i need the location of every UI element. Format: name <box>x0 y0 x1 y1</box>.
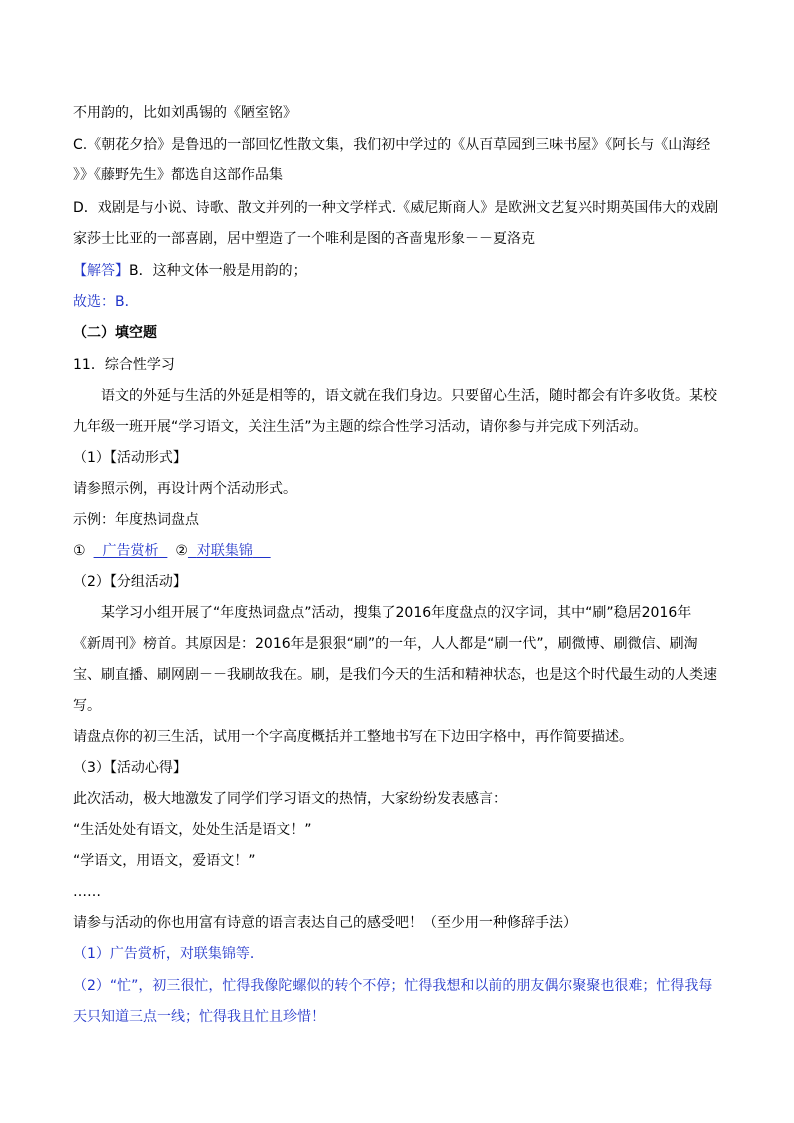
answer-blank-2: 对联集锦 <box>196 543 253 559</box>
option-d-line-1: D．戏剧是与小说、诗歌、散文并列的一种文学样式.《威尼斯商人》是欧洲文艺复兴时期英国伟大的戏剧 <box>73 200 719 216</box>
text-line-1: 不用韵的，比如刘禹锡的《陋室铭》 <box>73 105 297 121</box>
quote-1: “生活处处有语文，处处生活是语文！” <box>73 822 312 838</box>
group-activity-heading: （2）【分组活动】 <box>73 574 187 590</box>
activity-form-heading: （1）【活动形式】 <box>73 450 187 466</box>
answer-line-1: （1）广告赏析，对联集锦等． <box>73 946 264 962</box>
answer-mark-1: ① <box>73 543 86 559</box>
solution-line <box>73 262 721 280</box>
intro-paragraph-line-1: 语文的外延与生活的外延是相等的，语文就在我们身边。只要留心生活，随时都会有许多收货。某校 <box>101 388 717 404</box>
group-paragraph-line-1: 某学习小组开展了“年度热词盘点”活动，搜集了2016年度盘点的汉字词，其中“刷”稳居2016年 <box>101 605 692 621</box>
option-c-line-1: C.《朝花夕拾》是鲁迅的一部回忆性散文集，我们初中学过的《从百草园到三味书屋》《阿长与《山海经 <box>73 137 711 153</box>
group-paragraph-line-3: 宝、刷直播、刷网剧－－我刷故我在。刷，是我们今天的生活和精神状态，也是这个时代最生动的人类速 <box>73 667 717 683</box>
reflection-heading: （3）【活动心得】 <box>73 760 187 776</box>
intro-paragraph-line-2: 九年级一班开展“学习语文，关注生活”为主题的综合性学习活动，请你参与并完成下列活动。 <box>73 419 648 435</box>
choice-answer: 故选：B． <box>73 294 139 310</box>
question-number-title: 11．综合性学习 <box>73 357 175 373</box>
group-paragraph-line-4: 写。 <box>73 698 101 714</box>
solution-tag: 【解答】 <box>73 263 129 279</box>
section-heading: （二）填空题 <box>73 325 157 341</box>
reflection-instruction: 请参与活动的你也用富有诗意的语言表达自己的感受吧！（至少用一种修辞手法） <box>73 915 577 931</box>
quote-2: “学语文，用语文，爱语文！” <box>73 853 256 869</box>
activity-form-instruction: 请参照示例，再设计两个活动形式。 <box>73 481 297 497</box>
answer-blank-1: 广告赏析 <box>102 543 159 559</box>
reflection-intro: 此次活动，极大地激发了同学们学习语文的热情，大家纷纷发表感言： <box>73 791 507 807</box>
answer-line-3: 天只知道三点一线；忙得我且忙且珍惜！ <box>73 1009 325 1025</box>
ellipsis: …… <box>73 884 101 900</box>
answer-mark-2: ② <box>175 543 188 559</box>
answer-line-2: （2）“忙”，初三很忙，忙得我像陀螺似的转个不停；忙得我想和以前的朋友偶尔聚聚也很难；忙得我每 <box>73 978 713 994</box>
option-c-line-2: 》》《藤野先生》都选自这部作品集 <box>73 167 283 183</box>
solution-text: B．这种文体一般是用韵的； <box>129 263 307 279</box>
activity-form-answers <box>73 542 721 560</box>
activity-form-example: 示例：年度热词盘点 <box>73 512 199 528</box>
option-d-line-2: 家莎士比亚的一部喜剧，居中塑造了一个唯利是图的吝啬鬼形象－－夏洛克 <box>73 231 535 247</box>
group-instruction: 请盘点你的初三生活，试用一个字高度概括并工整地书写在下边田字格中，再作简要描述。 <box>73 729 633 745</box>
group-paragraph-line-2: 《新周刊》榜首。其原因是：2016年是狠狠“刷”的一年，人人都是“刷一代”，刷微博、刷微信、刷淘 <box>73 636 698 652</box>
